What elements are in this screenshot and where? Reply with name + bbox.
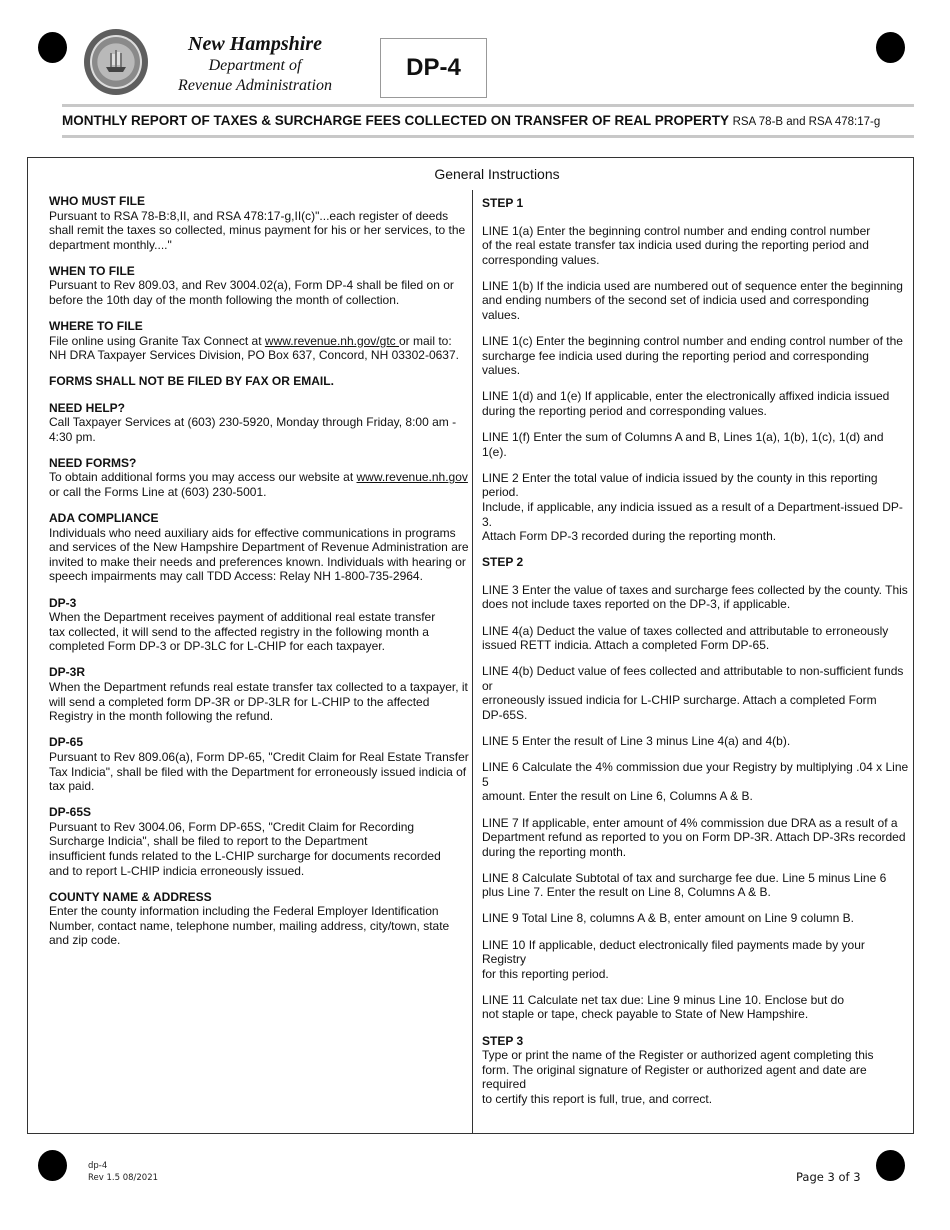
line-4b-instruction: LINE 4(b) Deduct value of fees collected and attributable to non-sufficient funds or erroneously issued indicia for L-CHIP surcharge. Attach a completed Form DP-65S.: [482, 664, 904, 723]
org-subname: Revenue Administration: [178, 77, 332, 94]
section-body: When the Department refunds real estate transfer tax collected to a taxpayer, it will send a completed form DP-3R or DP-3LR for L-CHIP to the affected Registry in the month following the refund.: [49, 680, 468, 724]
state-seal-logo: [84, 29, 148, 95]
section-body: Pursuant to RSA 78-B:8,II, and RSA 478:17-g,II(c)"...each register of deeds shall remit the taxes so collected, minus payment for his or her services, to the department monthly....": [49, 208, 466, 252]
line-9-instruction: LINE 9 Total Line 8, columns A & B, enter amount on Line 9 column B.: [482, 911, 854, 926]
section-county-name-address: [49, 890, 469, 948]
section-title: DP-3: [49, 595, 77, 610]
registration-mark-bottom-left: [38, 1150, 67, 1181]
footer-form-code: dp-4: [88, 1161, 108, 1171]
line-8-instruction: LINE 8 Calculate Subtotal of tax and surcharge fee due. Line 5 minus Line 6 plus Line 7. Enter the result on Line 8, Columns A & B.: [482, 870, 887, 900]
section-who-must-file: [49, 194, 469, 252]
line-5-instruction: LINE 5 Enter the result of Line 3 minus Line 4(a) and 4(b).: [482, 734, 791, 749]
section-ada-compliance: [49, 511, 469, 584]
footer-revision: Rev 1.5 08/2021: [88, 1173, 159, 1183]
org-state: New Hampshire: [188, 33, 322, 55]
bottom-rule: [62, 135, 914, 138]
section-body: When the Department receives payment of additional real estate transfer tax collected, it will send to the affected registry in the following month a completed Form DP-3 or DP-3LC for L-CHIP for each taxpayer.: [49, 610, 436, 654]
form-id: DP-4: [406, 54, 461, 81]
org-department: Department of: [208, 57, 302, 74]
section-body: Pursuant to Rev 809.06(a), Form DP-65, "Credit Claim for Real Estate Transfer Tax Indicia", shall be filed with the Department for erroneously issued indicia of tax paid.: [49, 749, 469, 794]
instructions-heading: General Instructions: [434, 166, 560, 182]
registration-mark-bottom-right: [876, 1150, 905, 1181]
section-step-3: [482, 1034, 910, 1107]
report-title-text: MONTHLY REPORT OF TAXES & SURCHARGE FEES COLLECTED ON TRANSFER OF REAL PROPERTY: [62, 113, 729, 128]
line-1a-instruction: LINE 1(a) Enter the beginning control number and ending control number of the real estate transfer tax indicia used during the reporting period and corresponding values.: [482, 223, 871, 267]
section-body-cont: or call the Forms Line at (603) 230-5001.: [49, 485, 267, 499]
line-2-instruction: LINE 2 Enter the total value of indicia issued by the county in this reporting period. Include, if applicable, any indicia issued as a result of a Department-issued DP-3. Attach Form DP-3 recorded during the reporting month.: [482, 470, 903, 544]
step-1-heading: STEP 1: [482, 196, 524, 210]
section-title: WHO MUST FILE: [49, 194, 145, 208]
step-3-body: Type or print the name of the Register or authorized agent completing this form. The original signature of Register or authorized agent and date are required to certify this report is full, true, and correct.: [482, 1048, 874, 1106]
section-title: NEED FORMS?: [49, 455, 137, 470]
report-title: [62, 113, 880, 128]
line-11-instruction: LINE 11 Calculate net tax due: Line 9 minus Line 10. Enclose but do not staple or tape, check payable to State of New Hampshire.: [482, 992, 845, 1022]
section-title: DP-3R: [49, 665, 86, 680]
line-6-instruction: LINE 6 Calculate the 4% commission due your Registry by multiplying .04 x Line 5 amount. Enter the result on Line 6, Columns A & B.: [482, 760, 909, 804]
line-7-instruction: LINE 7 If applicable, enter amount of 4% commission due DRA as a result of a Department refund as reported to you on Form DP-3R. Attach DP-3Rs recorded during the reporting month.: [482, 815, 906, 859]
top-rule: [62, 104, 914, 107]
line-1b-instruction: LINE 1(b) If the indicia used are numbered out of sequence enter the beginning and ending numbers of the second set of indicia used and corresponding values.: [482, 278, 903, 323]
registration-mark-top-left: [38, 32, 67, 63]
website-link[interactable]: www.revenue.nh.gov: [356, 470, 468, 485]
page-number: Page 3 of 3: [796, 1170, 861, 1184]
section-title: WHERE TO FILE: [49, 319, 143, 334]
right-column: [482, 196, 910, 1118]
section-body: Individuals who need auxiliary aids for effective communications in programs and services of the New Hampshire Department of Revenue Administration are invited to make their needs and preferences known. Individuals with hearing or speech impairments may call TDD Access: Relay NH 1-800-735-2964.: [49, 525, 469, 584]
section-when-to-file: [49, 264, 469, 308]
section-title: DP-65S: [49, 805, 92, 820]
organization-name: [160, 32, 350, 96]
form-id-box: [380, 38, 487, 98]
section-title: ADA COMPLIANCE: [49, 511, 159, 526]
section-title: NEED HELP?: [49, 400, 126, 415]
registration-mark-top-right: [876, 32, 905, 63]
section-body: Pursuant to Rev 809.03, and Rev 3004.02(a), Form DP-4 shall be filed on or before the 10th day of the month following the month of collection.: [49, 278, 454, 308]
section-title: WHEN TO FILE: [49, 263, 135, 278]
section-body: To obtain additional forms you may access our website at: [49, 470, 357, 485]
section-body-cont: or mail to: NH DRA Taxpayer Services Division, PO Box 637, Concord, NH 03302-0637.: [49, 333, 459, 363]
section-body: Pursuant to Rev 3004.06, Form DP-65S, "Credit Claim for Recording Surcharge Indicia", shall be filed to report to the Department insufficient funds related to the L-CHIP surcharge for documents recorded and to report L-CHIP indicia erroneously issued.: [49, 819, 441, 878]
line-1f-instruction: LINE 1(f) Enter the sum of Columns A and B, Lines 1(a), 1(b), 1(c), 1(d) and 1(e).: [482, 430, 884, 459]
line-1d-1e-instruction: LINE 1(d) and 1(e) If applicable, enter the electronically affixed indicia issued during the reporting period and corresponding values.: [482, 389, 890, 419]
section-dp-3: [49, 596, 469, 654]
line-10-instruction: LINE 10 If applicable, deduct electronically filed payments made by your Registry for this reporting period.: [482, 937, 865, 981]
column-divider: [472, 190, 473, 1133]
statute-reference: RSA 78-B and RSA 478:17-g: [732, 116, 881, 128]
section-dp-3r: [49, 665, 469, 723]
section-dp-65: [49, 735, 469, 793]
section-where-to-file: [49, 319, 469, 363]
section-title: DP-65: [49, 735, 84, 750]
line-4a-instruction: LINE 4(a) Deduct the value of taxes collected and attributable to erroneously issued RETT indicia. Attach a completed Form DP-65.: [482, 623, 889, 653]
line-3-instruction: LINE 3 Enter the value of taxes and surcharge fees collected by the county. This does not include taxes reported on the DP-3, if applicable.: [482, 582, 908, 612]
section-body: File online using Granite Tax Connect at: [49, 333, 265, 348]
no-fax-notice: FORMS SHALL NOT BE FILED BY FAX OR EMAIL.: [49, 374, 334, 389]
section-need-forms: [49, 456, 469, 500]
line-1c-instruction: LINE 1(c) Enter the beginning control number and ending control number of the surcharge fee indicia used during the reporting period and corresponding values.: [482, 334, 903, 378]
step-2-heading: STEP 2: [482, 555, 524, 570]
ship-icon: [104, 47, 128, 75]
step-3-heading: STEP 3: [482, 1033, 524, 1048]
gtc-link[interactable]: www.revenue.nh.gov/gtc: [264, 333, 399, 348]
section-need-help: [49, 401, 469, 445]
left-column: [49, 194, 469, 960]
section-dp-65s: [49, 805, 469, 878]
section-body: Call Taxpayer Services at (603) 230-5920, Monday through Friday, 8:00 am - 4:30 pm.: [49, 415, 457, 444]
section-title: COUNTY NAME & ADDRESS: [49, 889, 212, 904]
section-body: Enter the county information including the Federal Employer Identification Number, contact name, telephone number, mailing address, city/town, state and zip code.: [49, 904, 450, 948]
